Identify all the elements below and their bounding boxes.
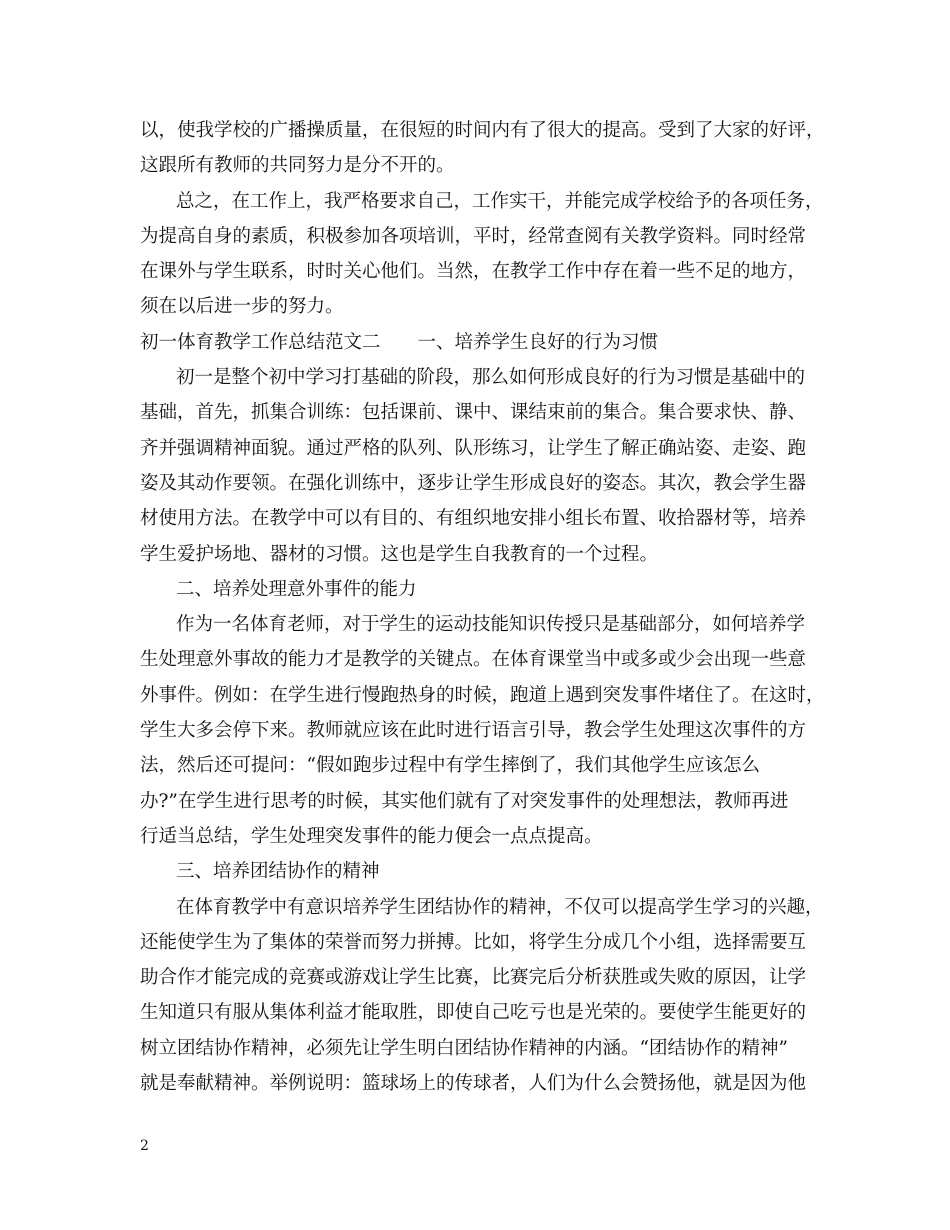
text-line: 须在以后进一步的努力。 [140,296,344,318]
document-body-text [140,113,830,1101]
text-line: 基础，首先，抓集合训练：包括课前、课中、课结束前的集合。集合要求快、静、 [140,402,807,424]
text-line: 初一是整个初中学习打基础的阶段，那么如何形成良好的行为习惯是基础中的 [176,367,806,389]
page-number: 2 [140,1138,149,1154]
text-line: 在课外与学生联系，时时关心他们。当然，在教学工作中存在着一些不足的地方， [140,261,807,283]
text-line: 为提高自身的素质，积极参加各项培训，平时，经常查阅有关教学资料。同时经常 [140,225,807,247]
text-line: 以，使我学校的广播操质量，在很短的时间内有了很大的提高。受到了大家的好评， [140,120,825,141]
text-line: 就是奉献精神。举例说明：篮球场上的传球者，人们为什么会赞扬他，就是因为他 [140,1073,807,1095]
text-line: 姿及其动作要领。在强化训练中，逐步让学生形成良好的姿态。其次，教会学生器 [140,472,807,494]
text-line: 二、培养处理意外事件的能力 [176,578,417,600]
text-line: 助合作才能完成的竞赛或游戏让学生比赛，比赛完后分析获胜或失败的原因，让学 [140,967,807,989]
text-line: 树立团结协作精神，必须先让学生明白团结协作精神的内涵。“团结协作的精神” [140,1037,788,1059]
text-line: 生处理意外事故的能力才是教学的关键点。在体育课堂当中或多或少会出现一些意 [140,649,807,671]
text-line: 生知道只有服从集体利益才能取胜，即使自己吃亏也是光荣的。要使学生能更好的 [140,1002,807,1024]
text-line: 还能使学生为了集体的荣誉而努力拼搏。比如，将学生分成几个小组，选择需要互 [140,931,807,953]
text-line: 行适当总结，学生处理突发事件的能力便会一点点提高。 [140,825,603,847]
text-line: 学生大多会停下来。教师就应该在此时进行语言引导，教会学生处理这次事件的方 [140,720,807,742]
text-line: 在体育教学中有意识培养学生团结协作的精神，不仅可以提高学生学习的兴趣， [176,896,824,918]
text-line: 学生爱护场地、器材的习惯。这也是学生自我教育的一个过程。 [140,543,659,565]
text-line: 初一体育教学工作总结范文二 一、培养学生良好的行为习惯 [140,331,659,353]
text-line: 外事件。例如：在学生进行慢跑热身的时候，跑道上遇到突发事件堵住了。在这时， [140,684,825,706]
text-line: 这跟所有教师的共同努力是分不开的。 [140,155,455,177]
text-line: 总之，在工作上，我严格要求自己，工作实干，并能完成学校给予的各项任务， [176,190,824,212]
text-line: 办?”在学生进行思考的时候，其实他们就有了对突发事件的处理想法，教师再进 [140,790,789,812]
text-line: 三、培养团结协作的精神 [176,861,380,883]
text-line: 齐并强调精神面貌。通过严格的队列、队形练习，让学生了解正确站姿、走姿、跑 [140,437,807,459]
text-line: 作为一名体育老师，对于学生的运动技能知识传授只是基础部分，如何培养学 [176,614,806,636]
text-line: 材使用方法。在教学中可以有目的、有组织地安排小组长布置、收拾器材等，培养 [140,508,807,530]
text-line: 法，然后还可提问：“假如跑步过程中有学生摔倒了，我们其他学生应该怎么 [140,755,760,777]
